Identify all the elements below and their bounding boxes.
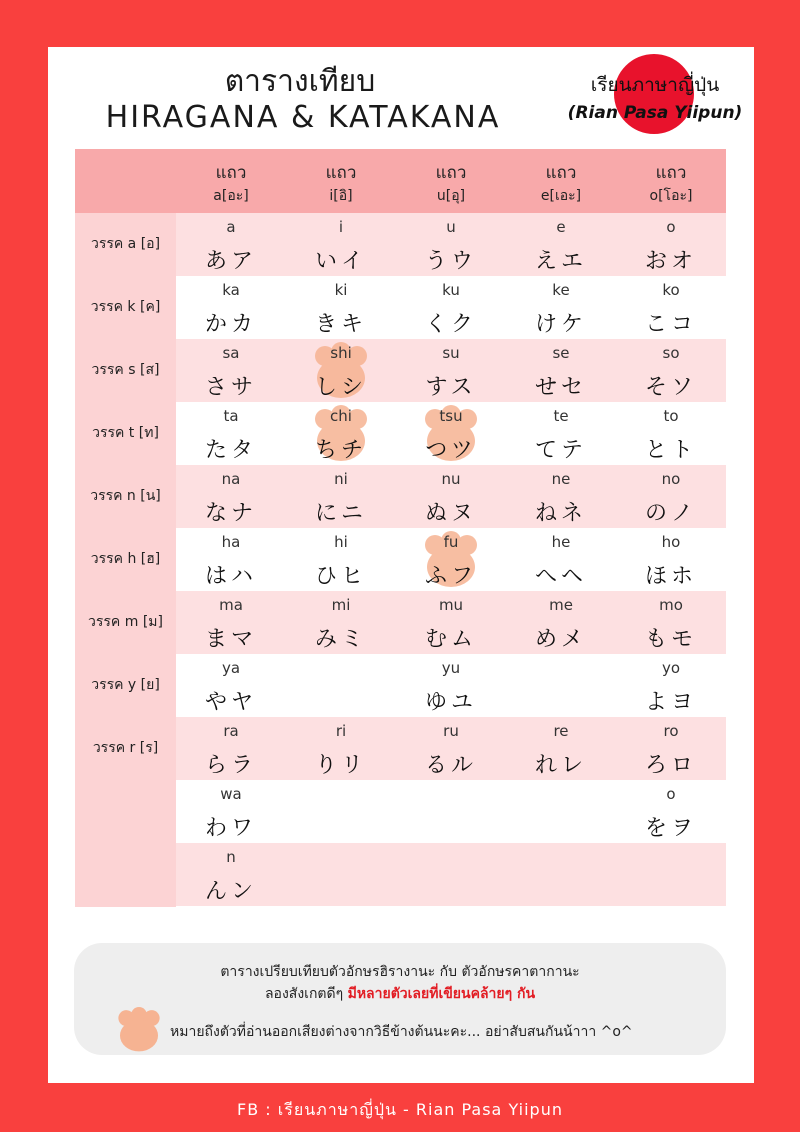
- row-cells: [176, 528, 726, 591]
- kana-cell: [286, 780, 396, 843]
- row-label: วรรค h [ฮ]: [90, 551, 161, 567]
- romaji-text: he: [551, 533, 571, 551]
- romaji-text: ma: [219, 596, 243, 614]
- column-header-sound: u[อุ]: [436, 188, 466, 204]
- kana-cell: [506, 402, 616, 465]
- kana-cell: [176, 276, 286, 339]
- kana-cell: [286, 339, 396, 402]
- table-row: [75, 276, 726, 339]
- kana-cell: [396, 528, 506, 591]
- kana-pair-text: こコ: [644, 312, 697, 337]
- kana-pair-text: ゆユ: [424, 690, 477, 715]
- kana-cell: [616, 339, 726, 402]
- kana-cell: [506, 843, 616, 906]
- kana-cell: [506, 528, 616, 591]
- row-cells: [176, 843, 726, 906]
- romaji-text: ha: [221, 533, 241, 551]
- kana-pair-text: あア: [204, 249, 257, 274]
- kana-cell: [506, 591, 616, 654]
- romaji-text: n: [226, 848, 236, 866]
- kana-pair-text: とト: [644, 438, 697, 463]
- romaji-text: fu: [443, 533, 459, 551]
- kana-cell: [616, 654, 726, 717]
- kana-cell: [396, 465, 506, 528]
- romaji-text: wa: [220, 785, 242, 803]
- romaji-text: na: [221, 470, 241, 488]
- romaji-text: ka: [222, 281, 240, 299]
- kana-pair-text: いイ: [314, 249, 367, 274]
- kana-pair-text: らラ: [204, 753, 257, 778]
- romaji-text: i: [338, 218, 344, 236]
- kana-cell: [286, 465, 396, 528]
- kana-pair-text: つツ: [425, 438, 477, 463]
- kana-cell: [286, 213, 396, 276]
- table-header-row: [75, 149, 726, 213]
- romaji-text: ko: [662, 281, 680, 299]
- kana-cell: [616, 465, 726, 528]
- kana-cell: [396, 843, 506, 906]
- kana-pair-text: かカ: [204, 312, 257, 337]
- romaji-text: shi: [330, 344, 352, 362]
- romaji-text: me: [549, 596, 573, 614]
- kana-pair-text: まマ: [204, 627, 257, 652]
- kana-pair-text: よヨ: [644, 690, 697, 715]
- romaji-text: ke: [552, 281, 570, 299]
- column-header-u: [396, 149, 506, 213]
- column-header-label: แถว: [215, 163, 247, 183]
- page-title-thai: ตารางเทียบ: [224, 64, 376, 99]
- kana-cell: [396, 717, 506, 780]
- kana-pair-text: にニ: [314, 501, 367, 526]
- kana-pair-text: しシ: [314, 375, 367, 400]
- kana-cell: [616, 717, 726, 780]
- kana-pair-text: そソ: [644, 375, 697, 400]
- romaji-text: mo: [659, 596, 683, 614]
- kana-cell: [506, 654, 616, 717]
- romaji-text: ki: [334, 281, 348, 299]
- romaji-text: re: [553, 722, 569, 740]
- table-row: [75, 654, 726, 717]
- kana-pair-text: もモ: [644, 627, 697, 652]
- kana-cell: [176, 843, 286, 906]
- kana-cell: [396, 402, 506, 465]
- table-row: [75, 780, 726, 843]
- kana-cell: [176, 465, 286, 528]
- kana-cell: [616, 276, 726, 339]
- kana-cell: [616, 780, 726, 843]
- table-row: [75, 717, 726, 780]
- kana-cell: [396, 654, 506, 717]
- kana-pair-text: きキ: [314, 312, 367, 337]
- table-row: [75, 843, 726, 906]
- row-cells: [176, 276, 726, 339]
- kana-cell: [506, 717, 616, 780]
- note-line-2: [74, 983, 726, 1005]
- column-header-a: [176, 149, 286, 213]
- kana-pair-text: ろロ: [644, 753, 697, 778]
- kana-cell: [396, 780, 506, 843]
- row-cells: [176, 654, 726, 717]
- row-label: วรรค a [อ]: [90, 236, 161, 252]
- romaji-text: a: [226, 218, 236, 236]
- column-header-i: [286, 149, 396, 213]
- romaji-text: e: [556, 218, 566, 236]
- kana-pair-text: すス: [425, 375, 477, 400]
- kana-cell: [176, 528, 286, 591]
- kana-pair-text: おオ: [644, 249, 697, 274]
- kana-cell: [506, 465, 616, 528]
- kana-pair-text: やヤ: [204, 690, 257, 715]
- kana-pair-text: わワ: [204, 816, 257, 841]
- romaji-text: se: [552, 344, 570, 362]
- romaji-text: chi: [330, 407, 352, 425]
- brand-name-thai: เรียนภาษาญี่ปุ่น: [590, 74, 720, 96]
- kana-cell: [616, 402, 726, 465]
- table-row: [75, 402, 726, 465]
- kana-cell: [506, 213, 616, 276]
- paw-legend-icon: [114, 1007, 164, 1053]
- note-line-2-prefix: ลองสังเกตดีๆ: [264, 986, 348, 1002]
- kana-cell: [286, 843, 396, 906]
- romaji-text: ni: [334, 470, 348, 488]
- romaji-text: mu: [438, 596, 464, 614]
- kana-pair-text: へヘ: [534, 564, 587, 589]
- brand-name-english: (Rian Pasa Yiipun): [567, 103, 743, 123]
- romaji-text: ro: [663, 722, 679, 740]
- romaji-text: o: [666, 218, 676, 236]
- romaji-text: sa: [222, 344, 240, 362]
- romaji-text: u: [446, 218, 456, 236]
- kana-cell: [616, 213, 726, 276]
- kana-pair-text: さサ: [204, 375, 257, 400]
- kana-pair-text: めメ: [534, 627, 587, 652]
- kana-cell: [176, 780, 286, 843]
- kana-pair-text: ふフ: [424, 564, 477, 589]
- row-cells: [176, 780, 726, 843]
- table-row: [75, 465, 726, 528]
- kana-pair-text: れレ: [534, 753, 587, 778]
- row-label: [75, 843, 176, 906]
- footer-credit: FB : เรียนภาษาญี่ปุ่น - Rian Pasa Yiipun: [237, 1100, 563, 1119]
- romaji-text: ri: [335, 722, 347, 740]
- column-header-sound: i[อิ]: [329, 188, 353, 204]
- kana-pair-text: はハ: [204, 564, 257, 589]
- kana-cell: [286, 528, 396, 591]
- column-header-label: แถว: [435, 163, 467, 183]
- kana-pair-text: せセ: [534, 375, 587, 400]
- kana-pair-text: のノ: [644, 501, 697, 526]
- romaji-text: ta: [223, 407, 239, 425]
- column-header-label: แถว: [655, 163, 687, 183]
- romaji-text: tsu: [439, 407, 463, 425]
- note-box: [74, 943, 726, 1055]
- row-label: วรรค n [น]: [90, 488, 161, 504]
- kana-cell: [396, 339, 506, 402]
- kana-cell: [176, 591, 286, 654]
- kana-pair-text: けケ: [534, 312, 587, 337]
- kana-cell: [176, 339, 286, 402]
- row-label: วรรค m [ม]: [88, 614, 163, 630]
- kana-pair-text: たタ: [204, 438, 257, 463]
- kana-cell: [286, 717, 396, 780]
- romaji-text: ku: [442, 281, 460, 299]
- row-label: วรรค r [ร]: [92, 740, 159, 756]
- row-cells: [176, 402, 726, 465]
- note-line-1: ตารางเปรียบเทียบตัวอักษรฮิรางานะ กับ ตัวอักษรคาตากานะ: [220, 964, 580, 980]
- kana-cell: [286, 402, 396, 465]
- kana-cell: [286, 654, 396, 717]
- kana-cell: [506, 339, 616, 402]
- kana-cell: [506, 780, 616, 843]
- kana-pair-text: むム: [424, 627, 477, 652]
- note-legend-text: หมายถึงตัวที่อ่านออกเสียงต่างจากวิธีข้างต้นนะคะ... อย่าสับสนกันน้าาา ^o^: [170, 1024, 633, 1040]
- kana-pair-text: ほホ: [644, 564, 697, 589]
- romaji-text: yu: [441, 659, 461, 677]
- row-cells: [176, 465, 726, 528]
- table-row: [75, 213, 726, 276]
- kana-cell: [176, 213, 286, 276]
- romaji-text: hi: [334, 533, 348, 551]
- kana-pair-text: るル: [424, 753, 477, 778]
- kana-cell: [616, 528, 726, 591]
- romaji-text: mi: [331, 596, 351, 614]
- row-label: วรรค s [ส]: [91, 362, 160, 378]
- kana-cell: [286, 591, 396, 654]
- column-header-e: [506, 149, 616, 213]
- column-header-sound: a[อะ]: [213, 188, 249, 204]
- romaji-text: o: [666, 785, 676, 803]
- kana-pair-text: んン: [204, 879, 257, 904]
- romaji-text: no: [661, 470, 681, 488]
- kana-pair-text: うウ: [424, 249, 477, 274]
- romaji-text: ya: [221, 659, 241, 677]
- romaji-text: to: [663, 407, 679, 425]
- table-row: [75, 591, 726, 654]
- kana-pair-text: ちチ: [314, 438, 367, 463]
- romaji-text: ho: [661, 533, 681, 551]
- kana-cell: [396, 276, 506, 339]
- kana-cell: [176, 402, 286, 465]
- table-row: [75, 339, 726, 402]
- kana-cell: [396, 591, 506, 654]
- romaji-text: te: [553, 407, 569, 425]
- kana-cell: [176, 717, 286, 780]
- kana-pair-text: えエ: [534, 249, 587, 274]
- kana-cell: [286, 276, 396, 339]
- table-row: [75, 528, 726, 591]
- kana-pair-text: ひヒ: [314, 564, 367, 589]
- row-cells: [176, 339, 726, 402]
- kana-pair-text: ぬヌ: [424, 501, 477, 526]
- row-label: [75, 780, 176, 843]
- page-title-english: HIRAGANA & KATAKANA: [105, 100, 501, 135]
- kana-pair-text: をヲ: [644, 816, 697, 841]
- kana-pair-text: みミ: [314, 627, 367, 652]
- romaji-text: so: [662, 344, 680, 362]
- romaji-text: ra: [223, 722, 239, 740]
- kana-pair-text: ねネ: [534, 501, 587, 526]
- romaji-text: su: [442, 344, 460, 362]
- kana-pair-text: くク: [424, 312, 477, 337]
- romaji-text: nu: [441, 470, 461, 488]
- column-header-sound: e[เอะ]: [540, 188, 582, 204]
- romaji-text: ne: [551, 470, 571, 488]
- kana-pair-text: りリ: [314, 753, 367, 778]
- note-emphasis: มีหลายตัวเลยที่เขียนคล้ายๆ กัน: [347, 986, 536, 1002]
- row-label: วรรค t [ท]: [92, 425, 159, 441]
- column-header-label: แถว: [325, 163, 357, 183]
- kana-cell: [396, 213, 506, 276]
- kana-cell: [616, 843, 726, 906]
- row-cells: [176, 213, 726, 276]
- row-cells: [176, 591, 726, 654]
- row-label: วรรค k [ค]: [90, 299, 161, 315]
- column-header-label: แถว: [545, 163, 577, 183]
- row-label: วรรค y [ย]: [91, 677, 160, 693]
- column-header-sound: o[โอะ]: [649, 188, 693, 204]
- kana-cell: [616, 591, 726, 654]
- row-cells: [176, 717, 726, 780]
- kana-cell: [176, 654, 286, 717]
- romaji-text: ru: [443, 722, 459, 740]
- column-header-o: [616, 149, 726, 213]
- kana-cell: [506, 276, 616, 339]
- kana-pair-text: なナ: [204, 501, 257, 526]
- romaji-text: yo: [661, 659, 681, 677]
- kana-pair-text: てテ: [534, 438, 587, 463]
